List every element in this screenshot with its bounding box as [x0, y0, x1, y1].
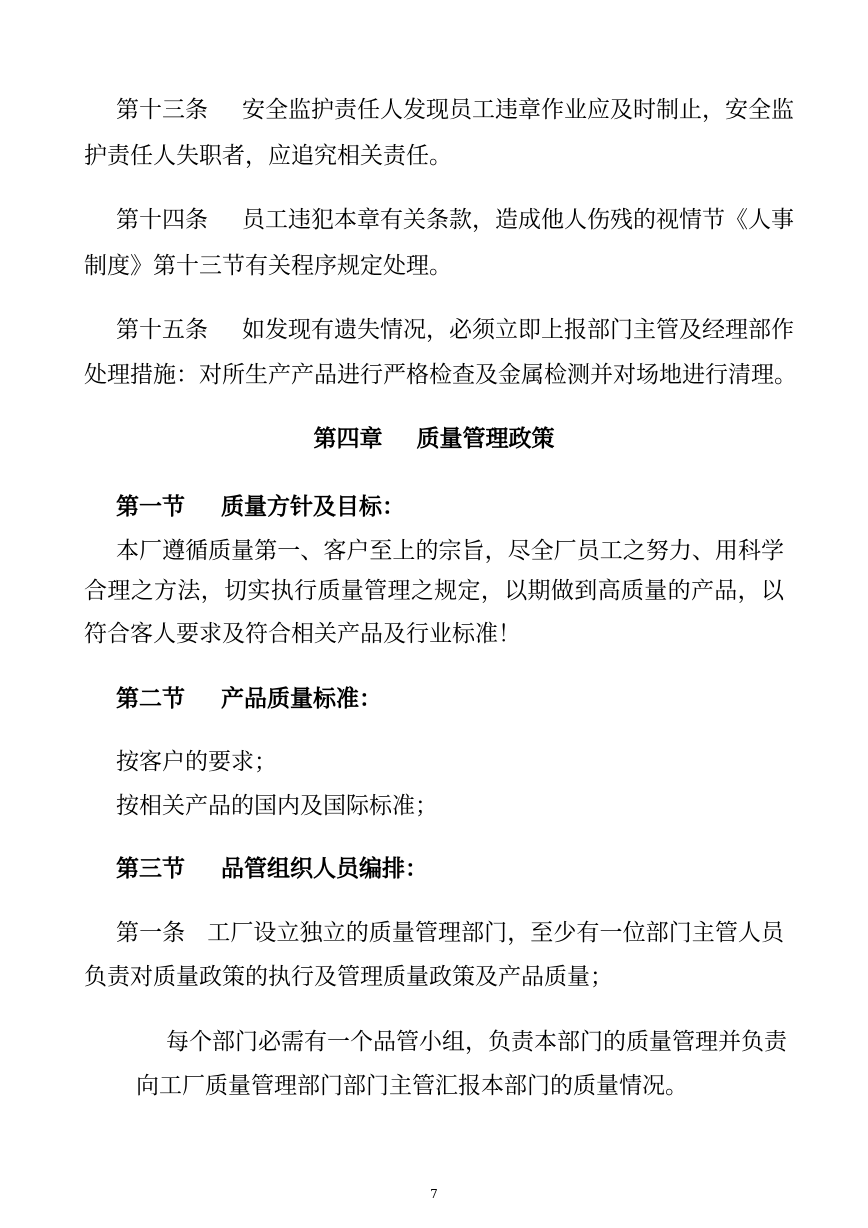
section-1-heading: [84, 492, 784, 522]
article-13-line-1: [84, 95, 794, 125]
chapter-label: 第四章: [313, 425, 383, 452]
section-3-article-1-line-2: 负责对质量政策的执行及管理质量政策及产品质量；: [84, 964, 613, 990]
article-13-text-1: 安全监护责任人发现员工违章作业应及时制止，安全监: [242, 97, 794, 123]
article-15-label: 第十五条: [116, 317, 208, 343]
article-15-line-2: 处理措施：对所生产产品进行严格检查及金属检测并对场地进行清理。: [84, 362, 797, 388]
article-14-text-1: 员工违犯本章有关条款，造成他人伤残的视情节《人事: [242, 207, 794, 233]
article-14-line-2: 制度》第十三节有关程序规定处理。: [84, 253, 452, 279]
article-13-label: 第十三条: [116, 97, 208, 123]
section-3-title: 品管组织人员编排：: [221, 855, 428, 882]
section-3-heading: [84, 854, 784, 884]
section-1-title: 质量方针及目标：: [221, 493, 405, 520]
section-2-item-1-text: 按客户的要求；: [116, 749, 277, 775]
section-3-paragraph-text-1: 每个部门必需有一个品管小组，负责本部门的质量管理并负责: [166, 1029, 787, 1055]
section-1-label: 第一节: [116, 493, 185, 520]
section-3-paragraph-line-1: [84, 1027, 787, 1057]
section-1-text-1: 本厂遵循质量第一、客户至上的宗旨，尽全厂员工之努力、用科学: [116, 538, 784, 564]
section-3-article-1-label: 第一条: [116, 920, 186, 946]
section-2-item-2-text: 按相关产品的国内及国际标准；: [116, 793, 438, 819]
section-3-article-1-line-1: [84, 918, 784, 948]
article-14-line-1: [84, 205, 794, 235]
section-3-paragraph-line-2: 向工厂质量管理部门部门主管汇报本部门的质量情况。: [136, 1073, 688, 1099]
article-15-line-1: [84, 315, 794, 345]
article-15-text-1: 如发现有遗失情况，必须立即上报部门主管及经理部作: [242, 317, 794, 343]
section-3-label: 第三节: [116, 855, 185, 882]
chapter-heading: [0, 424, 868, 454]
article-13-line-2: 护责任人失职者，应追究相关责任。: [84, 143, 452, 169]
section-2-item-2: [84, 791, 784, 821]
section-1-line-3: 符合客人要求及符合相关产品及行业标准！: [84, 621, 521, 647]
section-2-item-1: [84, 747, 784, 777]
chapter-title: 质量管理政策: [416, 425, 555, 452]
section-3-article-1-text-1: 工厂设立独立的质量管理部门，至少有一位部门主管人员: [207, 920, 785, 946]
section-1-line-1: [84, 536, 784, 566]
section-2-label: 第二节: [116, 685, 185, 712]
section-1-line-2: 合理之方法，切实执行质量管理之规定，以期做到高质量的产品，以: [84, 578, 784, 604]
section-2-title: 产品质量标准：: [221, 685, 382, 712]
section-2-heading: [84, 684, 784, 714]
page-number: 7: [430, 1187, 438, 1201]
article-14-label: 第十四条: [116, 207, 208, 233]
